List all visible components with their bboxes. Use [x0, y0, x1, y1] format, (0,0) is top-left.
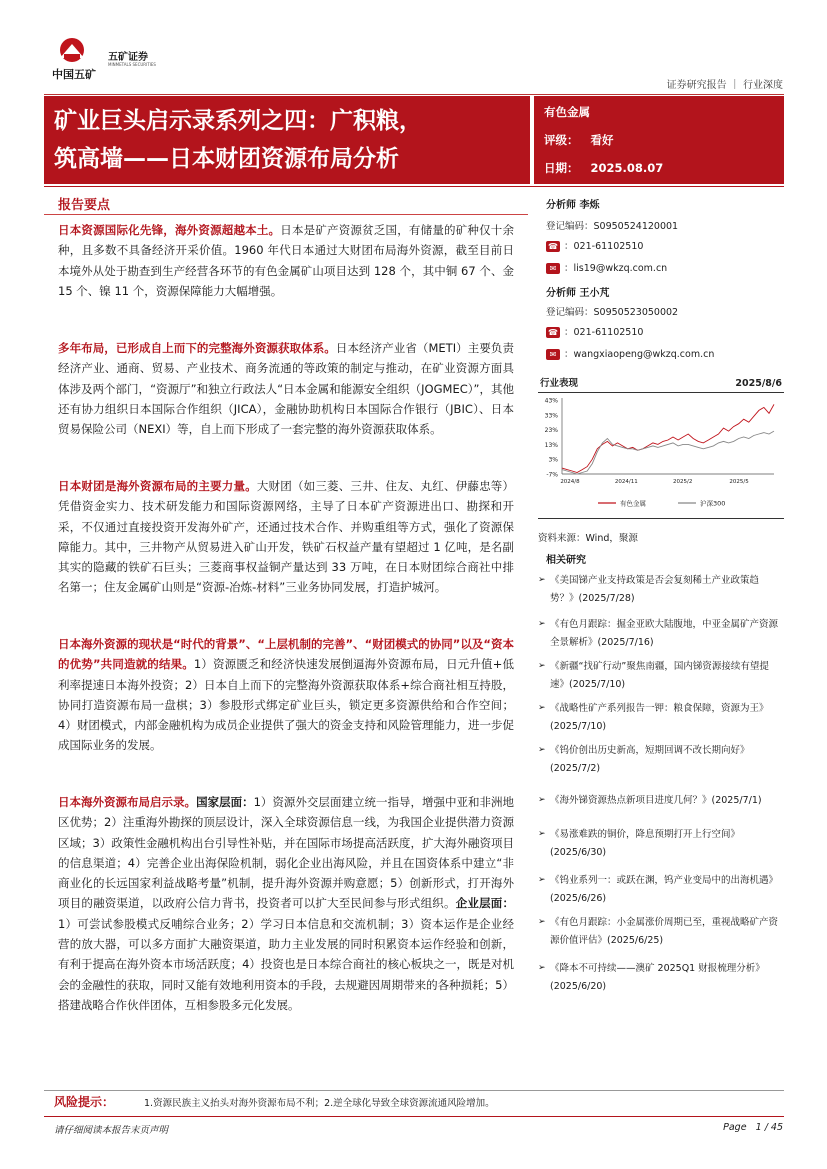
analyst-2-reg: 登记编码：S0950523050002 [546, 307, 679, 318]
chart-date: 2025/8/6 [735, 378, 782, 389]
info-banner [534, 96, 784, 184]
x-tick-label: 2025/5 [729, 479, 749, 485]
report-type: 证券研究报告 ｜ 行业深度 [666, 80, 783, 91]
paragraph-1-lead: 日本资源国际化先锋，海外资源超越本土。 [58, 223, 281, 237]
paragraph-3-lead: 日本财团是海外资源布局的主要力量。 [58, 479, 257, 493]
paragraph-2-lead: 多年布局，已形成自上而下的完整海外资源获取体系。 [58, 341, 336, 355]
related-research-heading: 相关研究 [546, 555, 586, 566]
analyst-2-email[interactable]: wangxiaopeng@wkzq.com.cn [573, 349, 715, 360]
analyst-2-email-row: ✉ ：wangxiaopeng@wkzq.com.cn [546, 346, 714, 360]
y-tick-label: 13% [544, 441, 558, 449]
paragraph-3-body: 大财团（如三菱、三井、住友、丸红、伊藤忠等）凭借资金实力、技术研发能力和国际资源网络，主导了日本矿产资源进出口、勘探和开采，不仅通过直接投资开发海外矿产，还通过技术合作、并购重组等方式，强化了资源保障能力。其中，三井物产从贸易进入矿山开发，铁矿石权益产量有望超过 1 亿吨，是名副其实的隐藏的铁矿石巨头；三菱商事权益铜产量达到 33 万吨，在日本财团综合商社中排名第一；住友金属矿山则是“资源-冶炼-材料”三业务协同发展，打造护城河。 [58, 479, 515, 595]
title-divider [44, 186, 784, 187]
summary-paragraph-2 [58, 338, 514, 439]
arrow-bullet-icon: ➢ [538, 619, 546, 629]
logo-chinese-name: 中国五矿 [52, 68, 96, 81]
paragraph-5-body-1: 1）资源外交层面建立统一指导，增强中亚和非洲地区优势；2）注重海外勘探的顶层设计，深入全球资源信息一线，为我国企业提供潜力资源区域；3）政策性金融机构出台引导性补贴，并在国际市场提高活跃度，扩大海外融资项目的信息渠道；4）完善企业出海保险机制，弱化企业出海风险，并且在国资体系中建立“非商业化的长远国家利益战略考量”机制，提升海外资源并购意愿；5）创新形式，打开海外项目的融资渠道，以政府公信力背书，投资者可以扩大至民间参与形式组织。 [58, 795, 515, 911]
risk-divider [44, 1090, 784, 1091]
arrow-bullet-icon: ➢ [538, 575, 546, 585]
paragraph-5-corp-label: 企业层面： [455, 896, 515, 911]
analyst-1-name: 分析师 李烁 [546, 200, 600, 211]
report-title [54, 102, 524, 178]
chart-bottom-rule [538, 518, 784, 519]
summary-paragraph-4 [58, 634, 514, 756]
rating-value: 看好 [590, 133, 614, 147]
page-value: 1 / 45 [755, 1122, 783, 1133]
related-item[interactable] [538, 658, 782, 693]
related-item[interactable] [538, 872, 782, 907]
chart-top-rule [538, 392, 784, 393]
related-item[interactable] [538, 616, 782, 651]
related-item-text: 《有色月跟踪：小金属涨价周期已至，重视战略矿产资源价值评估》(2025/6/25) [550, 917, 779, 946]
related-item-text: 《钨价创出历史新高，短期回调不改长期向好》(2025/7/2) [550, 745, 750, 774]
company-logo [50, 36, 220, 84]
arrow-bullet-icon: ➢ [538, 745, 546, 755]
paragraph-4-lead: 日本海外资源的现状是“时代的背景”、“上层机制的完善”、“财团模式的协同”以及“资本的优势”共同造就的结果。 [58, 637, 514, 672]
summary-paragraph-5 [58, 792, 514, 1015]
brand-name: 五矿证券 [108, 52, 148, 63]
related-item-text: 《降本不可持续——澳矿 2025Q1 财报梳理分析》(2025/6/20) [550, 963, 765, 992]
x-tick-label: 2025/2 [673, 479, 693, 485]
analyst-1-phone: 021-61102510 [573, 241, 644, 252]
summary-heading: 报告要点 [58, 198, 111, 213]
paragraph-5-lead: 日本海外资源布局启示录。 [58, 795, 197, 809]
related-item-text: 《钨业系列一：或跃在渊，钨产业变局中的出海机遇》(2025/6/26) [550, 875, 779, 904]
risk-label: 风险提示： [54, 1095, 115, 1109]
date-row [544, 160, 663, 176]
arrow-bullet-icon: ➢ [538, 875, 546, 885]
summary-paragraph-3 [58, 476, 514, 598]
x-tick-label: 2024/11 [614, 479, 638, 485]
y-tick-label: 23% [544, 427, 558, 435]
related-item-text: 《海外锑资源热点新项目进度几何？》(2025/7/1) [550, 795, 762, 806]
chart-source: 资料来源：Wind，聚源 [538, 533, 638, 544]
arrow-bullet-icon: ➢ [538, 661, 546, 671]
summary-divider [44, 214, 528, 215]
related-item-text: 《新疆“找矿行动”聚焦南疆，国内锑资源接续有望提速》(2025/7/10) [550, 661, 769, 690]
date-value: 2025.08.07 [590, 161, 664, 175]
footer-divider [44, 1116, 784, 1117]
page-number [723, 1122, 783, 1133]
paragraph-2-body: 日本经济产业省（METI）主要负责经济产业、通商、贸易、产业技术、商务流通的等政策的制定与推动，在矿业资源方面具体涉及两个部门，“资源厅”和独立行政法人“日本金属和能源安全组织（JOGMEC）”，其他还有协力组织日本国际合作组织（JICA），金融协助机构日本国际合作银行（JBIC）、日本贸易保险公司（NEXI）等，自上而下形成了一套完整的海外资源获取体系。 [58, 341, 514, 437]
footer-disclaimer[interactable]: 请仔细阅读本报告末页声明 [54, 1125, 169, 1136]
arrow-bullet-icon: ➢ [538, 795, 546, 805]
analyst-1-email[interactable]: lis19@wkzq.com.cn [573, 263, 668, 274]
report-title-line2: 筑高墙——日本财团资源布局分析 [54, 146, 399, 172]
analyst-2-phone: 021-61102510 [573, 327, 644, 338]
report-title-line1: 矿业巨头启示录系列之四：广积粮， [54, 108, 422, 134]
related-item[interactable] [538, 700, 782, 735]
y-tick-label: 43% [544, 397, 558, 405]
related-item[interactable] [538, 826, 782, 861]
related-item[interactable] [538, 742, 782, 777]
chart-title: 行业表现 [540, 378, 579, 389]
header-divider [44, 94, 784, 95]
paragraph-5-body-2: 1）可尝试参股模式反哺综合业务；2）学习日本信息和交流机制；3）资本运作是企业经营的放大器，可以多方面扩大融资渠道，助力主业发展的同时积累资本运作经验和创新，有利于提高在海外资本市场活跃度；4）投资也是日本综合商社的核心板块之一，既是对机会的金融性的获取，同时又能有效地利用资本的手段，去规避因周期带来的各种损耗；5）搭建战略合作伙伴团体，互相参股多元化发展。 [58, 916, 514, 1012]
series-line-nonferrous [562, 404, 774, 472]
phone-icon: ☎ [546, 327, 560, 338]
rating-label: 评级： [544, 133, 579, 147]
paragraph-1-body: 日本是矿产资源贫乏国，有储量的矿种仅十余种，且多数不具备经济开采价值。1960 年代日本通过大财团布局海外资源，截至目前日本境外从处于勘查到生产经营各环节的有色金属矿山项目达到 128 个，其中铜 67 个、金 15 个、镍 11 个，资源保障能力大幅增强。 [58, 223, 514, 298]
minmetals-emblem-icon [50, 36, 94, 66]
y-tick-label: 3% [548, 456, 558, 464]
y-tick-label: 33% [544, 412, 558, 420]
y-tick-label: -7% [546, 471, 558, 479]
rating-row [544, 132, 614, 148]
related-item[interactable] [538, 960, 782, 995]
x-tick-label: 2024/8 [560, 479, 580, 485]
title-banner [44, 96, 530, 184]
series-line-csi300 [562, 431, 774, 474]
summary-paragraph-1 [58, 220, 514, 301]
arrow-bullet-icon: ➢ [538, 917, 546, 927]
related-item[interactable] [538, 572, 782, 607]
brand-subtitle: MINMETALS SECURITIES [108, 62, 156, 67]
arrow-bullet-icon: ➢ [538, 963, 546, 973]
analyst-1-phone-row: ☎ ：021-61102510 [546, 238, 643, 252]
phone-icon: ☎ [546, 241, 560, 252]
arrow-bullet-icon: ➢ [538, 829, 546, 839]
analyst-1-reg: 登记编码：S0950524120001 [546, 221, 679, 232]
related-item[interactable] [538, 914, 782, 949]
related-item-text: 《有色月跟踪：掘金亚欧大陆腹地，中亚金属矿产资源全景解析》(2025/7/16) [550, 619, 779, 648]
page-label: Page [723, 1122, 747, 1133]
legend-label: 沪深300 [700, 499, 726, 508]
related-item-text: 《美国锑产业支持政策是否会复刻稀土产业政策趋势？》(2025/7/28) [550, 575, 760, 604]
related-item-text: 《战略性矿产系列报告一钾：粮食保障，资源为王》(2025/7/10) [550, 703, 769, 732]
industry-label: 有色金属 [544, 105, 590, 119]
analyst-2-name: 分析师 王小芃 [546, 288, 610, 299]
related-item[interactable] [538, 792, 782, 810]
paragraph-5-nation-label: 国家层面： [196, 795, 254, 809]
paragraph-4-body: 1）资源匮乏和经济快速发展倒逼海外资源布局，日元升值+低利率提速日本海外投资；2）日本自上而下的完整海外资源获取体系+综合商社相互持股，协同打造资源布局一盘棋；3）参股形式绑定矿业巨头，锁定更多资源供给和合作空间；4）财团模式，内部金融机构为成员企业提供了强大的资金支持和风险管理能力，进一步促成国际业务的发展。 [58, 657, 514, 753]
analyst-2-phone-row: ☎ ：021-61102510 [546, 324, 643, 338]
legend-label: 有色金属 [620, 499, 646, 508]
email-icon: ✉ [546, 263, 560, 274]
email-icon: ✉ [546, 349, 560, 360]
arrow-bullet-icon: ➢ [538, 703, 546, 713]
analyst-1-email-row: ✉ ：lis19@wkzq.com.cn [546, 260, 667, 274]
risk-text: 1.资源民族主义抬头对海外资源布局不利；2.逆全球化导致全球资源流通风险增加。 [144, 1098, 495, 1109]
date-label: 日期： [544, 161, 579, 175]
related-item-text: 《易涨难跌的铜价，降息预期打开上行空间》(2025/6/30) [550, 829, 741, 858]
